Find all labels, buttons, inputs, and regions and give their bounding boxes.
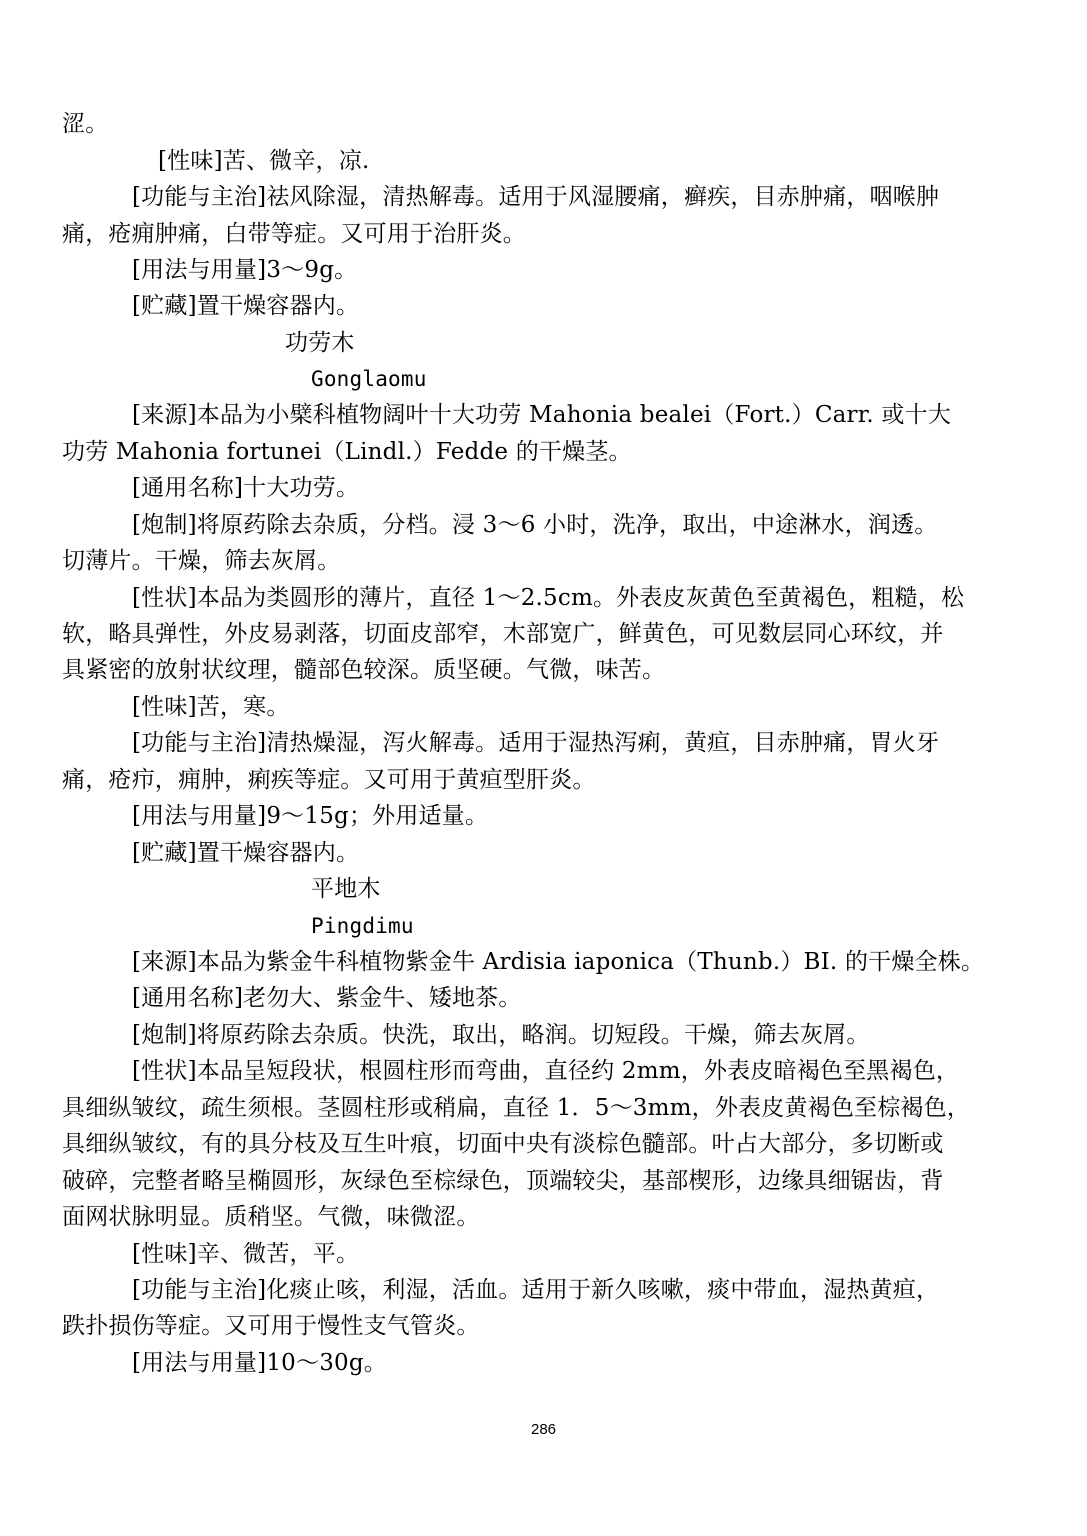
text-line: 具细纵皱纹，疏生须根。茎圆柱形或稍扁，直径 1．5～3mm，外表皮黄褐色至棕褐色， xyxy=(62,1095,971,1121)
text-line: 面网状脉明显。质稍坚。气微，味微涩。 xyxy=(62,1204,480,1230)
text-line: [通用名称]十大功劳。 xyxy=(132,475,360,501)
text-line: 涩。 xyxy=(62,111,109,137)
text-line: [性状]本品呈短段状，根圆柱形而弯曲，直径约 2mm，外表皮暗褐色至黑褐色， xyxy=(132,1058,960,1084)
text-line: [来源]本品为小檗科植物阔叶十大功劳 Mahonia bealei（Fort.）Carr. 或十大 xyxy=(132,402,952,428)
entry-pinyin: Pingdimu xyxy=(311,914,414,938)
text-line: 具细纵皱纹，有的具分枝及互生叶痕，切面中央有淡棕色髓部。叶占大部分，多切断或 xyxy=(62,1131,944,1157)
text-line: [用法与用量]3～9g。 xyxy=(132,257,358,283)
text-line: 跌扑损伤等症。又可用于慢性支气管炎。 xyxy=(62,1313,480,1339)
text-line: [性状]本品为类圆形的薄片，直径 1～2.5cm。外表皮灰黄色至黄褐色，粗糙，松 xyxy=(132,585,965,611)
text-line: 痛，疮疖，痈肿，痢疾等症。又可用于黄疸型肝炎。 xyxy=(62,767,596,793)
text-line: [功能与主治]清热燥湿，泻火解毒。适用于湿热泻痢，黄疸，目赤肿痛，胃火牙 xyxy=(132,730,940,756)
text-line: [功能与主治]祛风除湿，清热解毒。适用于风湿腰痛，癣疾，目赤肿痛，咽喉肿 xyxy=(132,184,940,210)
text-line: 具紧密的放射状纹理，髓部色较深。质坚硬。气微，味苦。 xyxy=(62,657,666,683)
text-line: 破碎，完整者略呈椭圆形，灰绿色至棕绿色，顶端较尖，基部楔形，边缘具细锯齿，背 xyxy=(62,1168,944,1194)
text-line: [贮藏]置干燥容器内。 xyxy=(132,840,360,866)
page-number: 286 xyxy=(530,1421,557,1438)
text-line: [性味]辛、微苦，平。 xyxy=(132,1241,360,1267)
text-line: 软，略具弹性，外皮易剥落，切面皮部窄，木部宽广，鲜黄色，可见数层同心环纹，并 xyxy=(62,621,944,647)
text-line: [性味]苦，寒。 xyxy=(132,694,290,720)
text-line: [贮藏]置干燥容器内。 xyxy=(132,293,360,319)
text-line: [用法与用量]9～15g；外用适量。 xyxy=(132,803,489,829)
text-line: [性味]苦、微辛，凉. xyxy=(158,148,370,174)
text-line: 切薄片。干燥，筛去灰屑。 xyxy=(62,548,341,574)
text-line: 功劳 Mahonia fortunei（Lindl.）Fedde 的干燥茎。 xyxy=(62,439,632,465)
entry-pinyin: Gonglaomu xyxy=(311,367,427,391)
text-line: [功能与主治]化痰止咳，利湿，活血。适用于新久咳嗽，痰中带血，湿热黄疸， xyxy=(132,1277,940,1303)
text-line: [通用名称]老勿大、紫金牛、矮地茶。 xyxy=(132,985,522,1011)
text-line: 痛，疮痈肿痛，白带等症。又可用于治肝炎。 xyxy=(62,221,526,247)
text-line: [用法与用量]10～30g。 xyxy=(132,1350,388,1376)
text-line: [炮制]将原药除去杂质。快洗，取出，略润。切短段。干燥，筛去灰屑。 xyxy=(132,1022,870,1048)
entry-title: 功劳木 xyxy=(285,330,355,356)
text-line: [来源]本品为紫金牛科植物紫金牛 Ardisia iaponica（Thunb.）BI. 的干燥全株。 xyxy=(132,949,985,975)
text-line: [炮制]将原药除去杂质，分档。浸 3～6 小时，洗净，取出，中途淋水，润透。 xyxy=(132,512,938,538)
entry-title: 平地木 xyxy=(311,876,381,902)
